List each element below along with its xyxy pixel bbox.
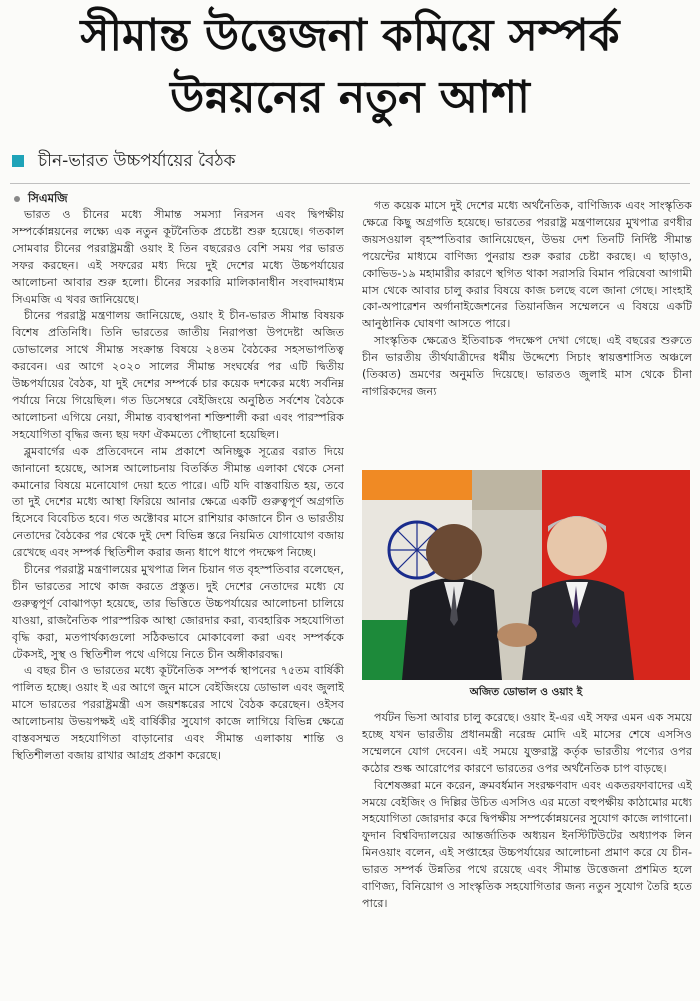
paragraph: পর্যটন ভিসা আবার চালু করেছে। ওয়াং ই-এর এই সফর এমন এক সময়ে হচ্ছে যখন ভারতীয় প্রধানমন্ত্রী নরেন্দ্র মোদি এই মাসের শেষে এসসিও সম্মেলনে যোগ দেবেন। এই সময়ে যুক্তরাষ্ট্র কর্তৃক ভারতীয় পণ্যের ওপর কঠোর শুল্ক আরোপের কারণে ভারতের ওপর অর্থনৈতিক চাপ বাড়ছে। — [362, 711, 692, 775]
photo-caption: অজিত ডোভাল ও ওয়াং ই — [469, 686, 583, 698]
paragraph: ভারত ও চীনের মধ্যে সীমান্ত সমস্যা নিরসন এবং দ্বিপক্ষীয় সম্পর্কোন্নয়নের লক্ষ্যে এক নতুন কূটনৈতিক প্রচেষ্টা শুরু হয়েছে। গতকাল সোমবার চীনের পররাষ্ট্রমন্ত্রী ওয়াং ই তিন বছরেরও বেশি সময় পর ভারত সফর করছেন। এই সফরের মধ্য দিয়ে দুই দেশের মধ্যে উচ্চপর্যায়ের আলোচনা আবার শুরু হলো। চীনের সরকারি মালিকানাধীন সংবাদমাধ্যম সিএমজি এ খবর জানিয়েছে। — [12, 208, 344, 306]
headline — [0, 0, 700, 132]
bullet-dot-icon — [14, 196, 20, 202]
paragraph: ব্লুমবার্গের এক প্রতিবেদনে নাম প্রকাশে অনিচ্ছুক সূত্রের বরাত দিয়ে জানানো হয়েছে, আসন্ন আলোচনায় বিতর্কিত সীমান্ত এলাকা থেকে সেনা কমানোর বিষয়ে মনোযোগ দেয়া হতে পারে। এটি যদি বাস্তবায়িত হয়, তবে তা দুই দেশের মধ্যে আস্থা ফিরিয়ে আনার ক্ষেত্রে একটি গুরুত্বপূর্ণ অগ্রগতি হিসেবে বিবেচিত হবে। গত অক্টোবর মাসে রাশিয়ার কাজানে চীন ও ভারতীয় নেতাদের বৈঠকের পর থেকে দুই দেশ বিভিন্ন স্তরে নিয়মিত যোগাযোগ বজায় রেখেছে এবং সম্পর্ক স্থিতিশীল করার জন্য ধাপে ধাপে পদক্ষেপ নিচ্ছে। — [12, 444, 344, 560]
headline-line-1: সীমান্ত উত্তেজনা কমিয়ে সম্পর্ক — [80, 10, 620, 61]
paragraph: চীনের পররাষ্ট্র মন্ত্রণালয় জানিয়েছে, ওয়াং ই চীন-ভারত সীমান্ত বিষয়ক বিশেষ প্রতিনিধি। তিনি ভারতের জাতীয় নিরাপত্তা উপদেষ্টা অজিত ডোভালের সাথে সীমান্ত সংক্রান্ত বিষয়ে ২৪তম বৈঠকের সহসভাপতিত্ব করবেন। এর আগে ২০২০ সালের সীমান্ত সংঘর্ষের পর এটি দ্বিতীয় উচ্চপর্যায়ের বৈঠক, যা দুই দেশের সম্পর্কে চার কয়েক দশকের মধ্যে সর্বনিম্ন পর্যায়ে নিয়ে গিয়েছিল। গত ডিসেম্বরে বেইজিংয়ে অনুষ্ঠিত সর্বশেষ বৈঠকে আলোচনা এগিয়ে নেয়া, সীমান্ত ব্যবস্থাপনা শক্তিশালী করা এবং পারস্পরিক সহযোগিতা বৃদ্ধির জন্য ছয় দফা ঐকমত্যে পৌছানো হয়েছিল। — [12, 309, 344, 441]
photo-illustration — [362, 470, 690, 680]
headline-line-2: উন্নয়নের নতুন আশা — [170, 72, 530, 123]
news-photo — [362, 470, 690, 680]
article-column-2-bottom — [362, 710, 692, 1000]
paragraph: চীনের পররাষ্ট্র মন্ত্রণালয়ের মুখপাত্র লিন চিয়ান গত বৃহস্পতিবার বলেছেন, চীন ভারতের সাথে কাজ করতে প্রস্তুত। দুই দেশের নেতাদের মধ্যে যে গুরুত্বপূর্ণ বোঝাপড়া হয়েছে, তার ভিত্তিতে উচ্চপর্যায়ের আলোচনা চালিয়ে যাওয়া, রাজনৈতিক পারস্পরিক আস্থা জোরদার করা, ব্যবহারিক সহযোগিতা বৃদ্ধি করা, মতপার্থক্যগুলো সঠিকভাবে মোকাবেলা করা এবং সম্পর্ককে টেকসই, সুস্থ ও স্থিতিশীল পথে এগিয়ে নিতে চীন অঙ্গীকারবদ্ধ। — [12, 563, 344, 661]
paragraph: সাংস্কৃতিক ক্ষেত্রেও ইতিবাচক পদক্ষেপ দেখা গেছে। এই বছরের শুরুতে চীন ভারতীয় তীর্থযাত্রীদের ধর্মীয় উদ্দেশ্যে সিচাং স্বায়ত্তশাসিত অঞ্চলে (তিব্বত) ভ্রমণের অনুমতি দিয়েছে। ভারতও জুলাই মাস থেকে চীনা নাগরিকদের জন্য — [362, 334, 692, 398]
byline-text: সিএমজি — [28, 191, 68, 205]
paragraph: বিশেষজ্ঞরা মনে করেন, ক্রমবর্ধমান সংরক্ষণবাদ এবং একতরফাবাদের এই সময়ে বেইজিং ও দিল্লির উচিত এসসিও এর মতো বহুপক্ষীয় কাঠামোর মধ্যে সহযোগিতা জোরদার করে দ্বিপক্ষীয় সম্পর্কোন্নয়নের সুযোগ কাজে লাগানো। ফুদান বিশ্ববিদ্যালয়ের আন্তর্জাতিক অধ্যয়ন ইনস্টিটিউটের অধ্যাপক লিন মিনওয়াং বলেন, এই সপ্তাহের উচ্চপর্যায়ের আলোচনা প্রমাণ করে যে চীন-ভারত সম্পর্ক উন্নতির পথে রয়েছে এবং সীমান্ত উত্তেজনা প্রশমিত হলে বাণিজ্য, বিনিয়োগ ও সাংস্কৃতিক সহযোগিতার জন্য নতুন সুযোগ তৈরি হতে পারে। — [362, 778, 692, 910]
subheadline — [12, 148, 236, 174]
article-column-1 — [12, 190, 344, 995]
byline — [12, 190, 344, 207]
paragraph: গত কয়েক মাসে দুই দেশের মধ্যে অর্থনৈতিক, বাণিজ্যিক এবং সাংস্কৃতিক ক্ষেত্রে কিছু অগ্রগতি হয়েছে। ভারতের পররাষ্ট্র মন্ত্রণালয়ের মুখপাত্র রণধীর জয়সওয়াল বৃহস্পতিবার জানিয়েছেন, উভয় দেশ তিনটি নির্দিষ্ট সীমান্ত পয়েন্টের মাধ্যমে বাণিজ্য পুনরায় শুরু করার চেষ্টা করছে। এ ছাড়াও, কোভিড-১৯ মহামারীর কারণে স্থগিত থাকা সরাসরি বিমান পরিষেবা আগামী মাস থেকে আবার চালু করার বিষয়ে কাজ চলছে বলে জানা গেছে। সাংহাই কো-অপারেশন অর্গানাইজেশনের তিয়ানজিন সম্মেলনে এ বিষয়ে একটি আনুষ্ঠানিক ঘোষণা আসতে পারে। — [362, 199, 692, 331]
divider — [10, 183, 690, 184]
article-column-2-top — [362, 198, 692, 462]
square-bullet-icon — [12, 155, 24, 167]
subheadline-text: চীন-ভারত উচ্চপর্যায়ের বৈঠক — [38, 151, 236, 171]
paragraph: এ বছর চীন ও ভারতের মধ্যে কূটনৈতিক সম্পর্ক স্থাপনের ৭৫তম বার্ষিকী পালিত হচ্ছে। ওয়াং ই এর আগে জুন মাসে বেইজিংয়ে ডোভাল এবং জুলাই মাসে ভারতের পররাষ্ট্রমন্ত্রী এস জয়শঙ্করের সাথে বৈঠক করেছেন। ওইসব আলোচনায় উভয়পক্ষই এই বার্ষিকীর সুযোগ কাজে লাগিয়ে বিভিন্ন ক্ষেত্রে বাস্তবসম্মত সহযোগিতা বাড়ানোর এবং সীমান্ত এলাকায় শান্তি ও স্থিতিশীলতা বজায় রাখার আগ্রহ প্রকাশ করেছে। — [12, 664, 344, 762]
